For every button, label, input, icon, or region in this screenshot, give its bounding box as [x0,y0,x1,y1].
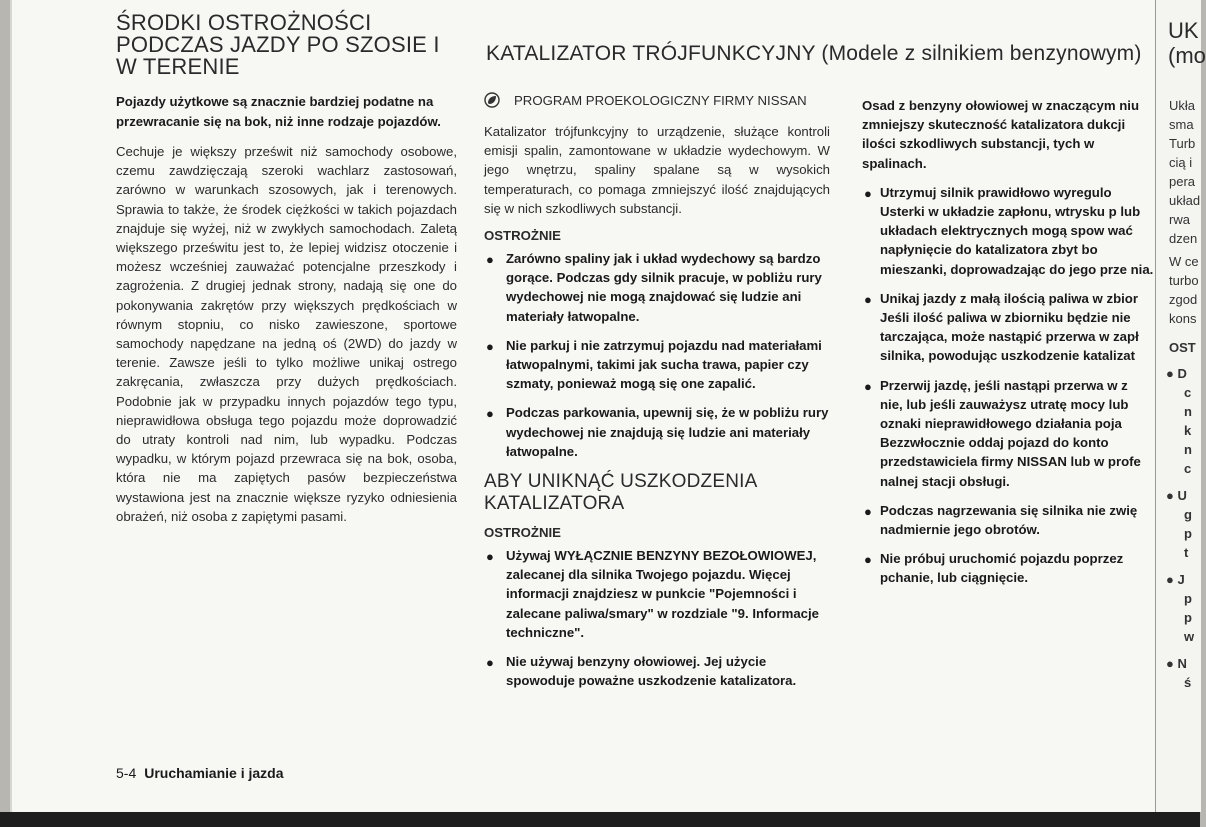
caution-list-2 [484,546,830,690]
chapter-name: Uruchamianie i jazda [144,765,284,781]
next-page-bullets: ● D c n k n c ● U g p t ● J p p w ● N ś [1166,366,1195,690]
bullet-icon: ● [864,291,872,307]
page-footer [116,765,284,781]
bullet-icon: ● [486,406,494,422]
bullet-icon: ● [864,378,872,394]
page-number: 5-4 [116,765,137,781]
bullet-icon: ● [486,338,494,354]
eco-leaf-icon [484,92,500,108]
caution-list-1 [484,249,830,461]
list-item: ● Zarówno spaliny jak i układ wydechowy są bardzo gorące. Podczas gdy silnik pracuje, w pobliżu rury wydechowej nie mogą znajdować się ludzie ani materiały łatwopalne. [486,251,822,324]
list-item: ● Nie parkuj i nie zatrzymuj pojazdu nad materiałami łatwopalnymi, takimi jak sucha trawa, papier czy szmaty, ponieważ mogą się one zapalić. [486,337,822,392]
list-item: ● Przerwij jazdę, jeśli nastąpi przerwa w z nie, lub jeśli zauważysz utratę mocy lub oznaki nieprawidłowego działania poja Bezzwłocznie oddaj pojazd do konto przedstawiciela firmy NISSAN lub w profe nalnej stacji obsługi. [864,377,1141,489]
body-paragraph: Cechuje je większy prześwit niż samochody osobowe, czemu zawdzięczają szeroki wachlarz zastosowań, zarówno w warunkach szosowych, jak i terenowych. Sprawia to także, że środek ciężkości w takich pojazdach znajduje się wyżej, niż w zwykłych samochodach. Zaletą większego prześwitu jest to, że lepiej widzisz otoczenie i możesz wcześniej zauważać potencjalne przeszkody i zagrożenia. Z drugiej jednak strony, nadają się one do pokonywania zakrętów przy większych prędkościach w równym stopniu, co nisko zawieszone, sportowe samochody napędzane na jedną oś (2WD) do jazdy w terenie. Zawsze jeśli to tylko możliwe unikaj ostrego zakręcania, zwłaszcza przy dużych prędkościach. Podobnie jak w przypadku innych pojazdów tego typu, nieprawidłowa obsługa tego pojazdu może doprowadzić do utraty kontroli nad nim, lub wypadku. Podczas wypadku, w którym pojazd przewraca się na bok, osoba, która nie ma zapiętych pasów bezpieczeństwa wystawiona jest na znacznie większe ryzyko odniesienia obrażeń, niż osoba z zapiętymi pasami. [116,144,457,524]
bullet-icon: ● [864,185,872,201]
bullet-icon: ● [486,549,494,565]
list-item: ● Nie próbuj uruchomić pojazdu poprzez pchanie, lub ciągnięcie. [864,551,1124,586]
list-item: ● Nie używaj benzyny ołowiowej. Jej użycie spowoduje poważne uszkodzenie katalizatora. [486,654,797,689]
catalyst-tips-list [862,183,1154,588]
bullet-icon: ● [1166,366,1174,381]
list-item: ● Unikaj jazdy z małą ilością paliwa w zbior Jeśli ilość paliwa w zbiorniku będzie nie tarczająca, może nastąpić przerwa w zapł silnika, powodując uszkodzenie katalizat [864,290,1139,364]
leaded-fuel-note: Osad z benzyny ołowiowej w znaczącym niu zmniejszy skuteczność katalizatora dukcji ilości szkodliwych substancji, tych w spalinach. [862,98,1140,171]
eco-program-label: PROGRAM PROEKOLOGICZNY FIRMY NISSAN [514,93,807,108]
bullet-icon: ● [1166,488,1174,503]
list-item: ● Podczas nagrzewania się silnika nie zwię nadmiernie jego obrotów. [864,502,1138,538]
right-column [862,96,1154,598]
bullet-icon: ● [486,655,494,671]
section-title-offroad: ŚRODKI OSTROŻNOŚCI PODCZAS JAZDY PO SZOSIE I W TERENIE [116,10,440,79]
list-item: ● Utrzymuj silnik prawidłowo wyregulo Usterki w układzie zapłonu, wtrysku p lub układach elektrycznych mogą spow wać napłynięcie do katalizatora zbyt bo mieszanki, doprowadzając do jego prze nia. [864,184,1154,277]
bullet-icon: ● [1166,656,1174,671]
list-item: ● Podczas parkowania, upewnij się, że w pobliżu rury wydechowej nie znajdują się ludzie ani materiały łatwopalne. [486,405,829,459]
next-page-text-1: Ukła sma Turb cią i pera układ rwa dzen [1169,98,1201,246]
caution-heading-2: OSTROŻNIE [484,525,561,541]
bullet-icon: ● [864,503,872,519]
subsection-title-avoid-damage: ABY UNIKNĄĆ USZKODZENIA KATALIZATORA [484,471,757,515]
bullet-icon: ● [1166,572,1174,587]
eco-program-heading [484,92,830,110]
middle-column [484,92,830,700]
next-page-text-2: W ce turbo zgod kons [1169,254,1199,326]
bullet-icon: ● [486,252,494,268]
bullet-icon: ● [864,552,872,568]
caution-heading-1: OSTROŻNIE [484,228,561,244]
scan-bottom-edge [0,812,1200,827]
next-page-edge [1155,0,1206,812]
next-page-title: UK (mo [1168,18,1206,68]
next-page-caution: OST [1169,340,1196,355]
section-title-catalyst: KATALIZATOR TRÓJFUNKCYJNY (Modele z silnikiem benzynowym) [486,42,1142,65]
catalyst-description: Katalizator trójfunkcyjny to urządzenie, służące kontroli emisji spalin, zamontowane w układzie wydechowym. W jego wnętrzu, spaliny spalane są w wysokich temperaturach, co pomaga zmniejszyć ilość znajdujących się w nich szkodliwych substancji. [484,124,830,216]
lead-paragraph: Pojazdy użytkowe są znacznie bardziej podatne na przewracanie się na bok, niż inne rodzaje pojazdów. [116,94,441,129]
left-column [116,12,457,526]
list-item: ● Używaj WYŁĄCZNIE BENZYNY BEZOŁOWIOWEJ, zalecanej dla silnika Twojego pojazdu. Więcej informacji znajdziesz w punkcie "Pojemności i zalecane paliwa/smary" w rozdziale "9. Informacje techniczne". [486,548,820,640]
